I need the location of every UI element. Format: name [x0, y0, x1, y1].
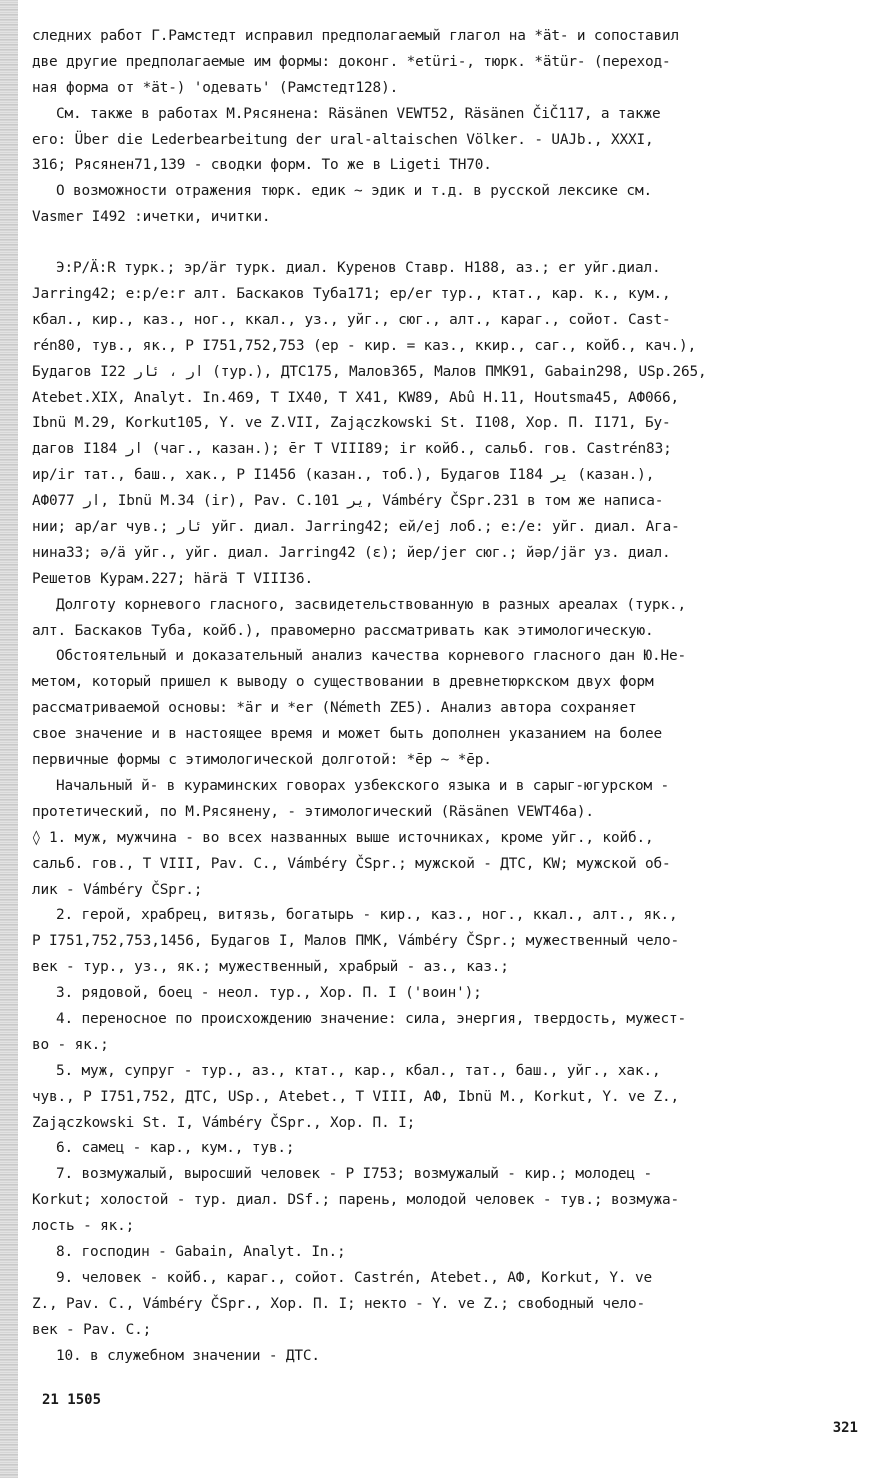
text-line: Р I751,752,753,1456, Будагов I, Малов ПМК, Vámbéry ČSpr.; мужественный чело- [32, 933, 680, 950]
text-line: Jarring42; е:р/е:r алт. Баскаков Туба171; ер/er тур., ктат., кар. к., кум., [32, 286, 671, 303]
text-line: Korkut; холостой - тур. диал. DSf.; парень, молодой человек - тув.; возмужа- [32, 1192, 680, 1209]
text-line: Будагов I22 ار ، ئار (тур.), ДТС175, Малов365, Малов ПМК91, Gabain298, USp.265, [32, 363, 707, 380]
text-line: рассматриваемой основы: *är и *er (Németh ZE5). Анализ автора сохраняет [32, 700, 637, 717]
text-line: См. также в работах М.Рясянена: Räsänen VEWT52, Räsänen ČiČ117, а также [56, 105, 661, 122]
text-line: его: Über die Lederbearbeitung der ural-altaischen Völker. - UAJb., XXXI, [32, 131, 654, 148]
text-line: протетический, по М.Рясянену, - этимологический (Räsänen VEWT46a). [32, 803, 594, 820]
text-line: дагов I184 ار (чаг., казан.); ēr T VIII89; ir койб., сальб. гов. Castrén83; [32, 441, 672, 458]
text-line: век - Pav. C.; [32, 1321, 152, 1338]
sense-line: 10. в служебном значении - ДТС. [56, 1347, 320, 1364]
text-line: чув., Р I751,752, ДТС, USp., Atebet., T VIII, АФ, Ibnü M., Korkut, Y. ve Z., [32, 1088, 680, 1105]
text-line: Решетов Курам.227; härä T VIII36. [32, 570, 313, 587]
scan-edge-shadow [0, 0, 18, 1478]
entry-headword-line: Э:Р/Ä:R турк.; эр/är турк. диал. Куренов Ставр. Н188, аз.; er уйг.диал. [56, 260, 661, 277]
text-line: Z., Pav. C., Vámbéry ČSpr., Хор. П. I; некто - Y. ve Z.; свободный чело- [32, 1295, 646, 1312]
text-line: АФ077 ار, Ibnü M.34 (ir), Pav. C.101 ير, Vámbéry ČSpr.231 в том же написа- [32, 493, 664, 510]
dictionary-page-text [32, 24, 864, 1369]
sense-line: 7. возмужалый, выросший человек - Р I753; возмужалый - кир.; молодец - [56, 1166, 652, 1183]
text-line: век - тур., уз., як.; мужественный, храбрый - аз., каз.; [32, 959, 509, 976]
text-line: Atebet.XIX, Analyt. In.469, T IX40, T X41, KW89, Abû H.11, Houtsma45, АФ066, [32, 389, 680, 406]
printer-signature: 21 1505 [42, 1392, 102, 1408]
text-line: нии; ар/ar чув.; ئار уйг. диал. Jarring42; ей/ej лоб.; е:/е: уйг. диал. Ага- [32, 519, 680, 536]
text-line: алт. Баскаков Туба, койб.), правомерно рассматривать как этимологическую. [32, 622, 654, 639]
text-line: метом, который пришел к выводу о существовании в древнетюркском двух форм [32, 674, 654, 691]
text-line: нина33; ә/ä уйг., уйг. диал. Jarring42 (ɛ); йер/jer сюг.; йәр/jär уз. диал. [32, 544, 671, 561]
text-line: Ibnü M.29, Korkut105, Y. ve Z.VII, Zajączkowski St. I108, Хор. П. I171, Бу- [32, 415, 671, 432]
text-line: Долготу корневого гласного, засвидетельствованную в разных ареалах (турк., [56, 596, 687, 613]
page-number: 321 [832, 1420, 858, 1436]
text-line: следних работ Г.Рамстедт исправил предполагаемый глагол на *ät- и сопоставил [32, 28, 680, 44]
text-line: во - як.; [32, 1036, 109, 1053]
text-line: ная форма от *ät-) 'одевать' (Рамстедт128). [32, 79, 399, 96]
text-line: свое значение и в настоящее время и может быть дополнен указанием на более [32, 726, 663, 743]
sense-line: ◊ 1. муж, мужчина - во всех названных выше источниках, кроме уйг., койб., [32, 829, 654, 846]
text-line: rén80, тув., як., Р I751,752,753 (ер - кир. = каз., ккир., саг., койб., кач.), [32, 337, 697, 354]
sense-line: 2. герой, храбрец, витязь, богатырь - кир., каз., ног., ккал., алт., як., [56, 907, 678, 924]
text-line: ир/ir тат., баш., хак., Р I1456 (казан., тоб.), Будагов I184 ير (казан.), [32, 467, 655, 484]
sense-line: 5. муж, супруг - тур., аз., ктат., кар., кбал., тат., баш., уйг., хак., [56, 1062, 661, 1079]
text-line: Zajączkowski St. I, Vámbéry ČSpr., Хор. П. I; [32, 1114, 416, 1131]
text-line: лик - Vámbéry ČSpr.; [32, 881, 203, 898]
text-line: Обстоятельный и доказательный анализ качества корневого гласного дан Ю.Не- [56, 648, 687, 665]
sense-line: 9. человек - койб., караг., сойот. Castrén, Atebet., АФ, Korkut, Y. ve [56, 1269, 652, 1286]
text-line: 316; Рясянен71,139 - сводки форм. То же в Ligeti TH70. [32, 157, 492, 174]
text-line: сальб. гов., T VIII, Pav. C., Vámbéry ČSpr.; мужской - ДТС, KW; мужской об- [32, 855, 671, 872]
text-line: две другие предполагаемые им формы: доконг. *etüri-, тюрк. *ätür- (переход- [32, 53, 671, 70]
sense-line: 8. господин - Gabain, Analyt. In.; [56, 1243, 346, 1260]
text-line: Vasmer I492 :ичетки, ичитки. [32, 209, 271, 226]
text-line: первичные формы с этимологической долготой: *ēр ~ *ēр. [32, 752, 492, 769]
sense-line: 6. самец - кар., кум., тув.; [56, 1140, 295, 1157]
text-line: кбал., кир., каз., ног., ккал., уз., уйг., сюг., алт., караг., сойот. Cast- [32, 311, 671, 328]
sense-line: 3. рядовой, боец - неол. тур., Хор. П. I ('воин'); [56, 985, 482, 1002]
text-line: Начальный й- в кураминских говорах узбекского языка и в сарыг-югурском - [56, 777, 670, 794]
text-line: О возможности отражения тюрк. едик ~ эдик и т.д. в русской лексике см. [56, 183, 652, 200]
text-line: лость - як.; [32, 1218, 135, 1235]
sense-line: 4. переносное по происхождению значение: сила, энергия, твердость, мужест- [56, 1010, 687, 1027]
